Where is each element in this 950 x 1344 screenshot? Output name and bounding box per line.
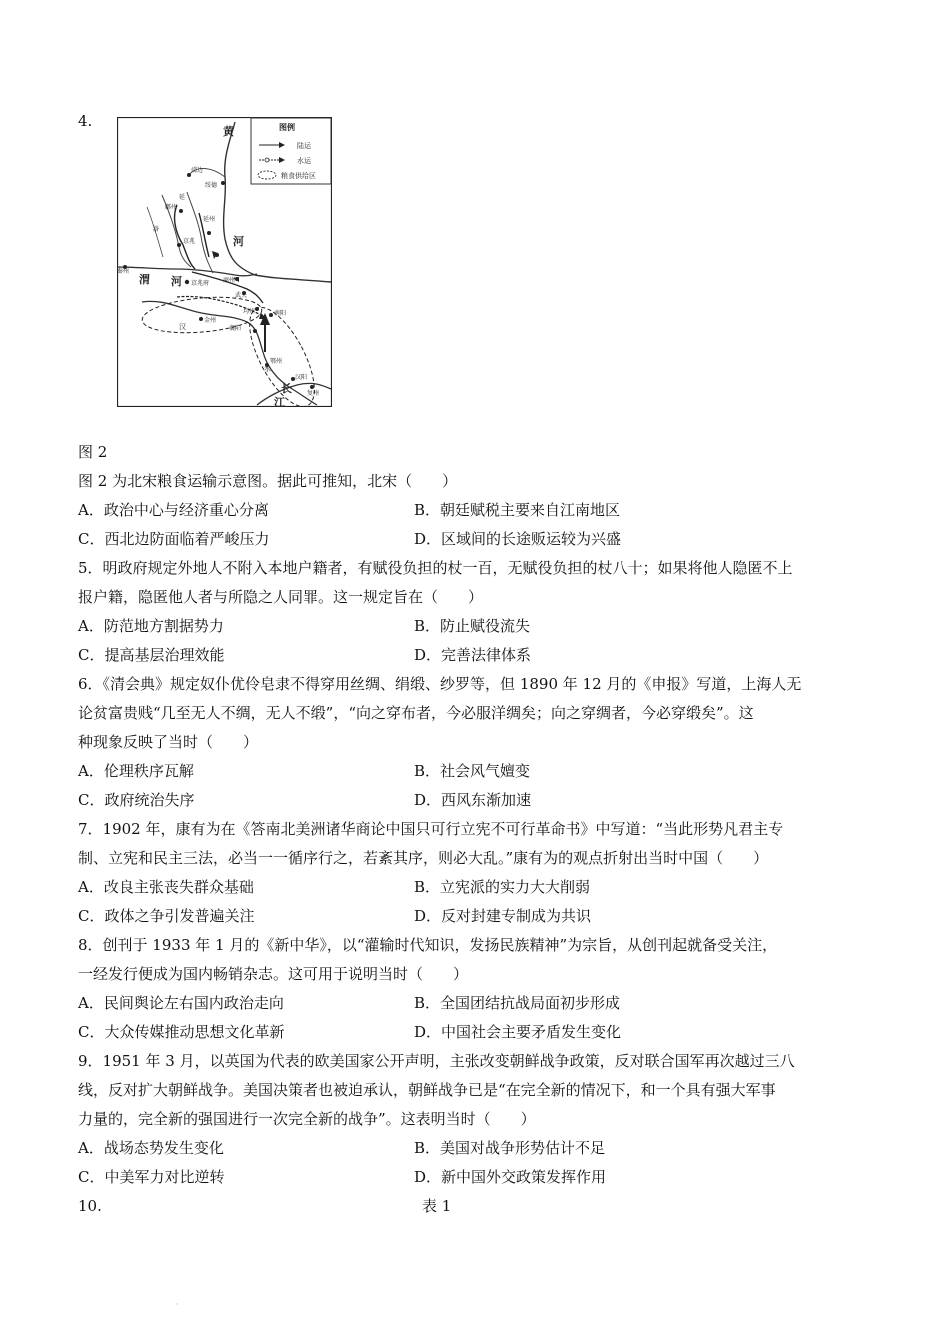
q8-option-a: A．民间舆论左右国内政治走向: [78, 994, 284, 1012]
q9-options-row2: [78, 1163, 878, 1192]
q7-option-d: D．反对封建专制成为共识: [414, 907, 592, 925]
q7-option-b: B．立宪派的实力大大削弱: [414, 878, 591, 896]
q7-line-2: 制、立宪和民主三法，必当一一循序行之，若紊其序，则必大乱。”康有为的观点折射出当时中国（ ）: [78, 849, 769, 867]
q9-line-2: 线，反对扩大朝鲜战争。美国决策者也被迫承认，朝鲜战争已是“在完全新的情况下，和一个具有强大军事: [78, 1081, 776, 1099]
label-shui: 水: [264, 365, 271, 373]
map-svg: [117, 117, 332, 407]
q6-option-a: A．伦理秩序瓦解: [78, 762, 194, 780]
place-shangzhou: 商州: [223, 277, 236, 284]
q6-line-2: 论贫富贵贱“几至无人不绸，无人不缎”，“向之穿布者，今必服洋绸矣；向之穿绸者，今必穿缎矣”。这: [78, 704, 754, 722]
legend-grain-label: 粮食供给区: [281, 172, 316, 180]
q7-option-a: A．改良主张丧失群众基础: [78, 878, 254, 896]
q9-options-row1: [78, 1134, 878, 1163]
q9-option-a: A．战场态势发生变化: [78, 1139, 224, 1157]
q8-options-row2: [78, 1018, 878, 1047]
q4-option-c: C．西北边防面临着严峻压力: [78, 530, 270, 548]
place-junzhou: 均州: [243, 308, 256, 315]
place-hanyang: 汉阳: [295, 374, 308, 381]
q7-option-c: C．政体之争引发普遍关注: [78, 907, 255, 925]
q5-option-b: B．防止赋役流失: [414, 617, 531, 635]
q5-line-2: 报户籍，隐匿他人者与所隐之人同罪。这一规定旨在（ ）: [78, 588, 484, 606]
label-he2: 河: [171, 275, 182, 288]
q6-options-row1: [78, 757, 878, 786]
q8-options-row1: [78, 989, 878, 1018]
label-huang: 黄: [223, 125, 234, 138]
questions-body: [78, 467, 878, 1221]
legend-water-symbol: [265, 158, 269, 162]
q5-option-c: C．提高基层治理效能: [78, 646, 225, 664]
place-wuguan: 武关: [235, 292, 248, 299]
legend-land-label: 陆运: [297, 142, 311, 150]
label-wei: 渭: [139, 273, 150, 286]
q9-option-d: D．新中国外交政策发挥作用: [414, 1168, 607, 1186]
q10-number: 10.: [78, 1197, 102, 1215]
q5-option-d: D．完善法律体系: [414, 646, 532, 664]
q8-line-1: 8．创刊于 1933 年 1 月的《新中华》，以“灌输时代知识，发扬民族精神”为宗旨，从创刊起就备受关注，: [78, 936, 778, 954]
place-jingbian: 靖边: [191, 167, 204, 174]
q4-option-b: B．朝廷赋税主要来自江南地区: [414, 501, 621, 519]
place-yanzhou: 延州: [203, 216, 216, 223]
q10-header: [78, 1192, 878, 1221]
place-yan: 延: [179, 194, 186, 201]
q6-line-1: 6．《清会典》规定奴仆优伶皂隶不得穿用丝绸、绢缎、纱罗等，但 1890 年 12 月的《申报》写道，上海人无: [78, 675, 802, 693]
q6-option-d: D．西风东渐加速: [414, 791, 532, 809]
q9-option-b: B．美国对战争形势估计不足: [414, 1139, 606, 1157]
q8-option-b: B．全国团结抗战局面初步形成: [414, 994, 621, 1012]
label-chang: 长: [281, 382, 292, 395]
place-xiangyang: 襄阳: [229, 325, 242, 332]
place-ezhou: 鄂州: [270, 358, 283, 365]
table-caption: 表 1: [422, 1197, 452, 1215]
question-4-number: 4.: [78, 112, 93, 130]
place-qinzhou: 秦州: [117, 268, 130, 275]
place-jingzhaofu: 京兆府: [191, 280, 210, 287]
place-jinzhou: 金州: [204, 317, 217, 324]
footer-mark: ·: [176, 1300, 179, 1309]
q9-option-c: C．中美军力对比逆转: [78, 1168, 225, 1186]
q4-option-a: A．政治中心与经济重心分离: [78, 501, 269, 519]
place-fuzhou: 鄜州: [165, 204, 178, 211]
place-nanyang: 南阳: [274, 310, 287, 317]
q6-options-row2: [78, 786, 878, 815]
place-fuzhou2: 复州: [307, 390, 320, 397]
q8-option-c: C．大众传媒推动思想文化革新: [78, 1023, 285, 1041]
q7-line-1: 7．1902 年，康有为在《答南北美洲诸华商论中国只可行立宪不可行革命书》中写道：“当此形势凡君主专: [78, 820, 784, 838]
q7-options-row1: [78, 873, 878, 902]
legend-water-label: 水运: [297, 157, 311, 165]
q9-line-3: 力量的，完全新的强国进行一次完全新的战争”。这表明当时（ ）: [78, 1110, 536, 1128]
q9-line-1: 9．1951 年 3 月，以英国为代表的欧美国家公开声明，主张改变朝鲜战争政策，反对联合国军再次越过三八: [78, 1052, 795, 1070]
q5-option-a: A．防范地方割据势力: [78, 617, 224, 635]
q4-stem: 图 2 为北宋粮食运输示意图。据此可推知，北宋（ ）: [78, 472, 458, 490]
figure-label: 图 2: [78, 443, 108, 461]
place-luo: 洛: [153, 226, 160, 233]
q5-options-row2: [78, 641, 878, 670]
q6-option-c: C．政府统治失序: [78, 791, 195, 809]
q4-options-row2: [78, 525, 878, 554]
label-he1: 河: [233, 235, 244, 248]
q4-option-d: D．区域间的长途贩运较为兴盛: [414, 530, 622, 548]
q4-options-row1: [78, 496, 878, 525]
q8-line-2: 一经发行便成为国内畅销杂志。这可用于说明当时（ ）: [78, 965, 469, 983]
q6-option-b: B．社会风气嬗变: [414, 762, 531, 780]
place-jingzhou: 京兆: [183, 238, 196, 245]
q6-line-3: 种现象反映了当时（ ）: [78, 733, 259, 751]
legend-title: 图例: [279, 123, 295, 132]
place-suide: 绥德: [205, 182, 218, 189]
label-han: 汉: [179, 323, 186, 331]
q7-options-row2: [78, 902, 878, 931]
q8-option-d: D．中国社会主要矛盾发生变化: [414, 1023, 622, 1041]
label-jiang: 江: [274, 396, 285, 407]
grain-transport-map: [117, 117, 332, 407]
q5-options-row1: [78, 612, 878, 641]
q5-line-1: 5．明政府规定外地人不附入本地户籍者，有赋役负担的杖一百，无赋役负担的杖八十；如果将他人隐匿不上: [78, 559, 793, 577]
